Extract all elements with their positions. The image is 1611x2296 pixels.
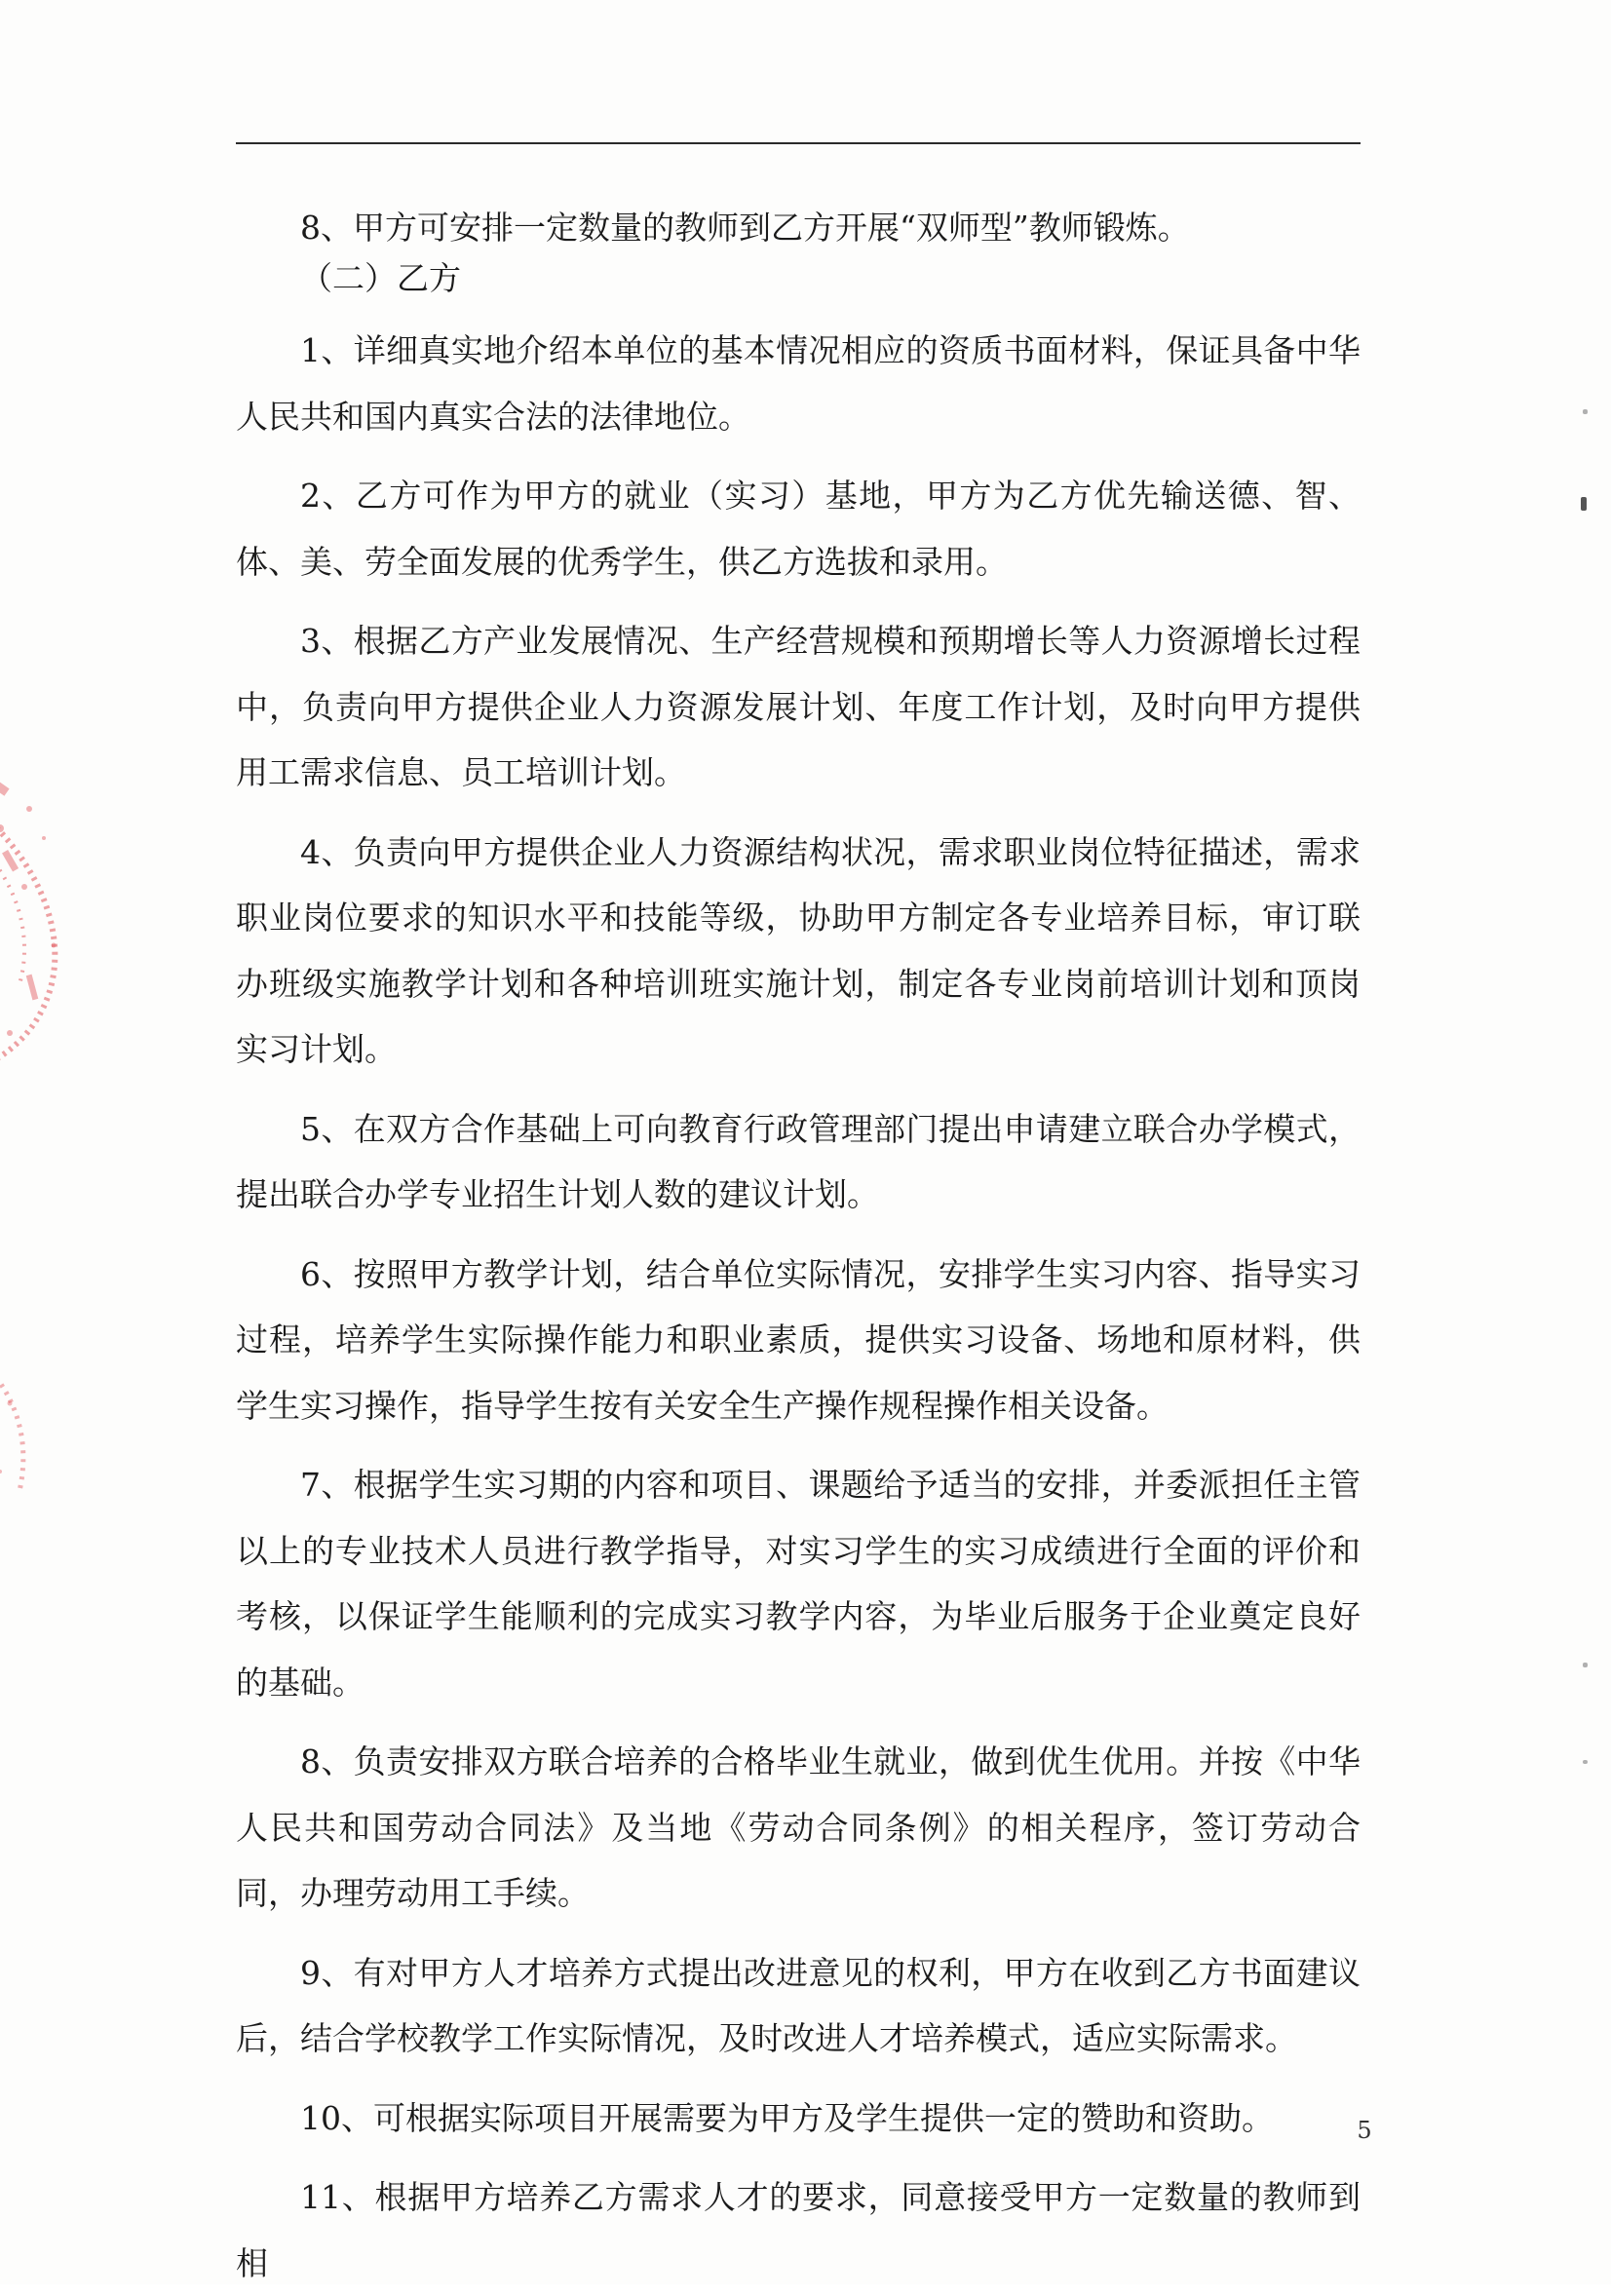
scan-mark — [1581, 497, 1587, 511]
scan-mark — [1583, 1760, 1588, 1764]
paragraph-b9: 9、有对甲方人才培养方式提出改进意见的权利，甲方在收到乙方书面建议后，结合学校教学工作实际情况，及时改进人才培养模式，适应实际需求。 — [236, 1953, 1361, 2057]
paragraph-b6: 6、按照甲方教学计划，结合单位实际情况，安排学生实习内容、指导实习过程，培养学生实际操作能力和职业素质，提供实习设备、场地和原材料，供学生实习操作，指导学生按有关安全生产操作规程操作相关设备。 — [236, 1254, 1361, 1425]
paragraph-b2: 2、乙方可作为甲方的就业（实习）基地，甲方为乙方优先输送德、智、体、美、劳全面发展的优秀学生，供乙方选拔和录用。 — [236, 477, 1361, 581]
paragraph-b4: 4、负责向甲方提供企业人力资源结构状况，需求职业岗位特征描述，需求职业岗位要求的知识水平和技能等级，协助甲方制定各专业培养目标，审订联办班级实施教学计划和各种培训班实施计划，制定各专业岗前培训计划和顶岗实习计划。 — [236, 832, 1361, 1068]
paragraph-b10: 10、可根据实际项目开展需要为甲方及学生提供一定的赞助和资助。 — [300, 2098, 1274, 2137]
paragraph-b1: 1、详细真实地介绍本单位的基本情况相应的资质书面材料，保证具备中华人民共和国内真实合法的法律地位。 — [236, 331, 1361, 436]
paragraph-b11: 11、根据甲方培养乙方需求人才的要求，同意接受甲方一定数量的教师到相 — [236, 2178, 1361, 2282]
paragraph-b3: 3、根据乙方产业发展情况、生产经营规模和预期增长等人力资源增长过程中，负责向甲方提供企业人力资源发展计划、年度工作计划，及时向甲方提供用工需求信息、员工培训计划。 — [236, 622, 1361, 791]
red-seal-stamp — [0, 741, 78, 1091]
red-seal-fragment — [0, 1296, 68, 1530]
paragraph-a8: 8、甲方可安排一定数量的教师到乙方开展“双师型”教师锻炼。 — [300, 209, 1190, 247]
paragraph-b8: 8、负责安排双方联合培养的合格毕业生就业，做到优生优用。并按《中华人民共和国劳动合同法》及当地《劳动合同条例》的相关程序，签订劳动合同，办理劳动用工手续。 — [236, 1742, 1361, 1912]
section-heading-party-b: （二）乙方 — [300, 259, 461, 297]
scan-mark — [1583, 1663, 1588, 1667]
document-body — [236, 203, 1361, 2296]
page-number: 5 — [1357, 2117, 1372, 2144]
header-rule — [236, 142, 1361, 144]
paragraph-b7: 7、根据学生实习期的内容和项目、课题给予适当的安排，并委派担任主管以上的专业技术人员进行教学指导，对实习学生的实习成绩进行全面的评价和考核，以保证学生能顺利的完成实习教学内容，为毕业后服务于企业奠定良好的基础。 — [236, 1466, 1361, 1702]
paragraph-b5: 5、在双方合作基础上可向教育行政管理部门提出申请建立联合办学模式，提出联合办学专业招生计划人数的建议计划。 — [236, 1109, 1361, 1213]
scan-mark — [1583, 409, 1588, 414]
